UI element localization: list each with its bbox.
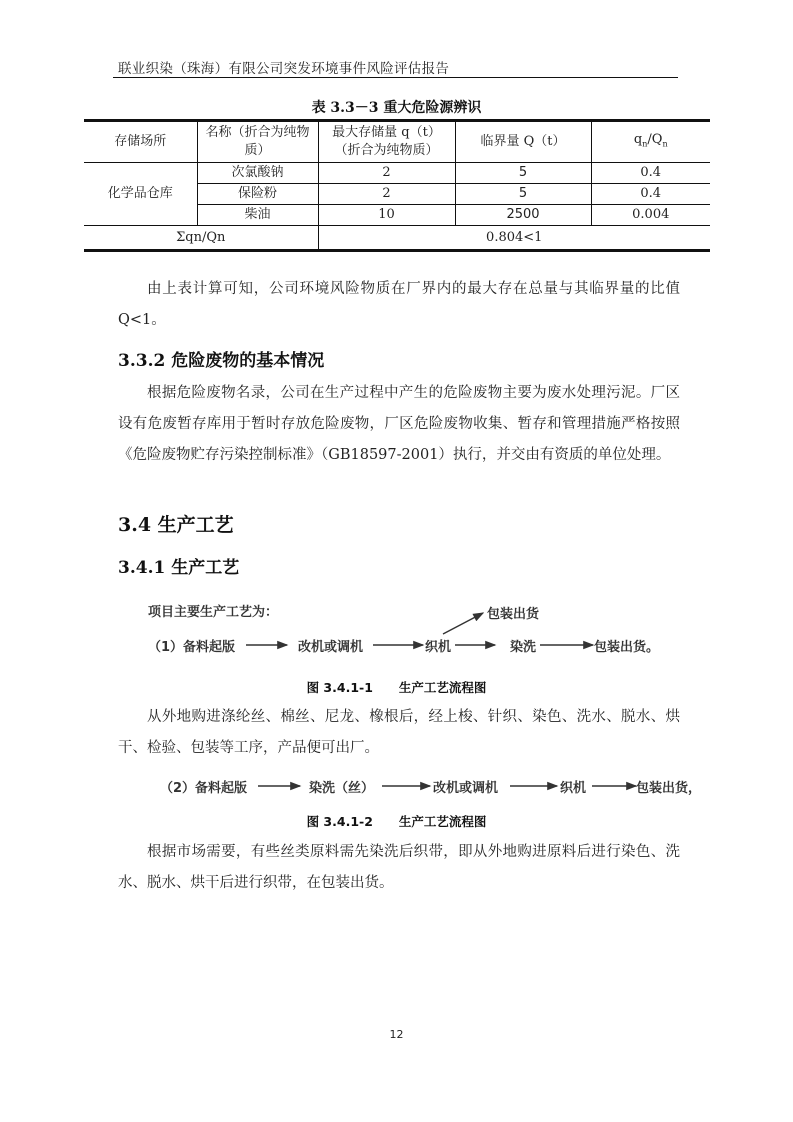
cell-name: 次氯酸钠: [197, 163, 318, 184]
running-header: 联业织染（珠海）有限公司突发环境事件风险评估报告: [118, 61, 450, 77]
flow1-step-1: （1）备料起版: [148, 640, 236, 655]
flow2-step-3: 改机或调机: [433, 781, 499, 796]
table-sum-row: [84, 226, 710, 251]
cell-name: 柴油: [197, 205, 318, 226]
section-heading-3-4: 3.4 生产工艺: [118, 514, 234, 536]
table-header-row: [84, 121, 710, 163]
figure-2-title: 生产工艺流程图: [398, 814, 487, 829]
header-critical-quantity: 临界量 Q（t）: [455, 121, 591, 163]
paragraph-market-process: 根据市场需要，有些丝类原料需先染洗后织带，即从外地购进原料后进行染色、洗水、脱水、烘干后进行织带，在包装出货。: [118, 844, 680, 891]
paragraph-process-description: 从外地购进涤纶丝、棉丝、尼龙、橡根后，经上梭、针织、染色、洗水、脱水、烘干、检验、包装等工序，产品便可出厂。: [118, 709, 680, 756]
header-rule: [113, 77, 678, 78]
cell-ratio: 0.4: [591, 184, 710, 205]
section-heading-3-4-1: 3.4.1 生产工艺: [118, 558, 240, 578]
cell-max-q: 2: [318, 163, 455, 184]
flow1-step-3: 织机: [425, 640, 452, 655]
cell-critical-q: 2500: [455, 205, 591, 226]
figure-1-number: 图 3.4.1-1: [306, 680, 373, 695]
cell-critical-q: 5: [455, 163, 591, 184]
flow1-branch: 包装出货: [487, 607, 540, 622]
figure-1-caption: [0, 678, 793, 696]
header-max-storage: 最大存储量 q（t） （折合为纯物质）: [318, 121, 455, 163]
table-row: [84, 163, 710, 184]
table-title: 表 3.3－3 重大危险源辨识: [311, 100, 482, 116]
flow2-step-4: 织机: [560, 781, 587, 796]
cell-critical-q: 5: [455, 184, 591, 205]
flow2-step-5: 包装出货，: [636, 781, 702, 796]
header-ratio: $q_n/Q_n$: [591, 121, 710, 163]
cell-ratio: 0.004: [591, 205, 710, 226]
figure-2-caption: [0, 812, 793, 830]
arrow-icon: [443, 613, 483, 634]
cell-name: 保险粉: [197, 184, 318, 205]
flow1-intro: 项目主要生产工艺为：: [148, 605, 279, 620]
paragraph-q-conclusion: 由上表计算可知，公司环境风险物质在厂界内的最大存在总量与其临界量的比值 Q<1。: [118, 281, 680, 328]
cell-ratio: 0.4: [591, 163, 710, 184]
flow2-step-2: 染洗（丝）: [309, 781, 375, 796]
flow1-step-4: 染洗: [510, 640, 537, 655]
flow1-step-5: 包装出货。: [594, 640, 660, 655]
cell-sum-label: Σqn/Qn: [84, 226, 318, 251]
cell-max-q: 2: [318, 184, 455, 205]
flow2-step-1: （2）备料起版: [160, 781, 248, 796]
cell-sum-value: 0.804<1: [318, 226, 710, 251]
section-heading-3-3-2: 3.3.2 危险废物的基本情况: [118, 351, 325, 371]
hazard-source-table: [84, 119, 710, 252]
cell-location: 化学品仓库: [84, 163, 197, 226]
page-number: 12: [389, 1028, 404, 1041]
figure-2-number: 图 3.4.1-2: [306, 814, 373, 829]
header-storage-location: 存储场所: [84, 121, 197, 163]
paragraph-hazardous-waste: 根据危险废物名录，公司在生产过程中产生的危险废物主要为废水处理污泥。厂区设有危废暂存库用于暂时存放危险废物，厂区危险废物收集、暂存和管理措施严格按照《危险废物贮存污染控制标准》（GB18597-2001）执行，并交由有资质的单位处理。: [118, 385, 680, 463]
flow1-step-2: 改机或调机: [298, 640, 364, 655]
header-substance-name: 名称（折合为纯物 质）: [197, 121, 318, 163]
cell-max-q: 10: [318, 205, 455, 226]
figure-1-title: 生产工艺流程图: [398, 680, 487, 695]
